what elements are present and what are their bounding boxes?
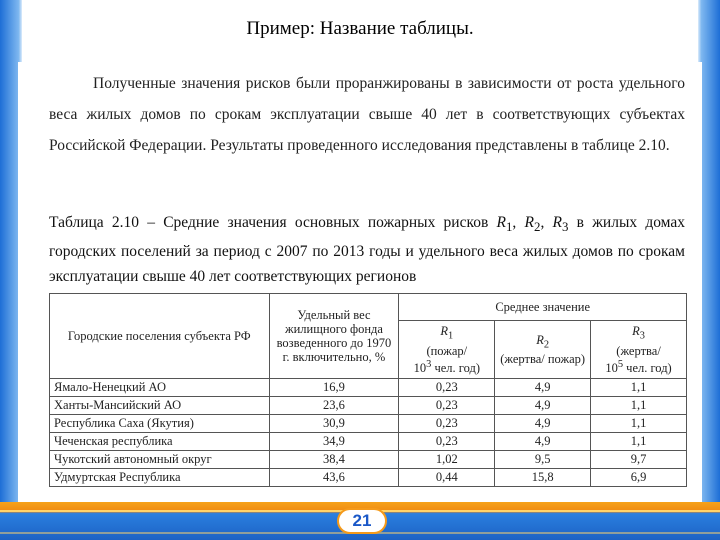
header-average: Среднее значение xyxy=(399,294,687,321)
table-row: Ханты-Мансийский АО 23,6 0,23 4,9 1,1 xyxy=(50,397,687,415)
risk-table xyxy=(49,293,687,487)
document-page xyxy=(18,62,702,502)
table-row: Ямало-Ненецкий АО 16,9 0,23 4,9 1,1 xyxy=(50,379,687,397)
page-number-badge: 21 xyxy=(337,508,387,534)
header-r3: $R_3$ (жертва/ $10^5$ чел. год) xyxy=(591,321,687,379)
table-caption: Таблица 2.10 – Средние значения основных пожарных рисков $R_1$, $R_2$, $R_3$ в жилых домах городских поселений за период с 2007 по 2013 годы и удельного веса жилых домов по срокам эксплуатации свыше 40 лет соответствующих регионов xyxy=(49,214,685,286)
header-share: Удельный вес жилищного фонда возведенного до 1970 г. включительно, % xyxy=(269,294,399,379)
header-r1: $R_1$ (пожар/ $10^3$ чел. год) xyxy=(399,321,495,379)
table-row: Республика Саха (Якутия) 30,9 0,23 4,9 1,1 xyxy=(50,415,687,433)
caption-text-b: в жилых домах городских поселений за период с 2007 по 2013 годы и удельного веса жилых домов по срокам эксплуатации свыше 40 лет соответствующих регионов xyxy=(49,214,685,286)
body-paragraph xyxy=(49,68,685,161)
table-row: Чеченская республика 34,9 0,23 4,9 1,1 xyxy=(50,433,687,451)
paragraph-text: Полученные значения рисков были проранжированы в зависимости от роста удельного веса жилых домов по срокам эксплуатации свыше 40 лет в соответствующих субъектах Российской Федерации. Результаты проведенного исследования представлены в таблице 2.10. xyxy=(49,75,685,154)
table-row: Чукотский автономный округ 38,4 1,02 9,5 9,7 xyxy=(50,451,687,469)
slide-title: Пример: Название таблицы. xyxy=(246,18,474,39)
caption-text-a: Таблица 2.10 – Средние значения основных пожарных рисков xyxy=(49,214,497,231)
header-r2: $R_2$ (жертва/ пожар) xyxy=(495,321,591,379)
header-region: Городские поселения субъекта РФ xyxy=(50,294,270,379)
slide-header xyxy=(22,0,698,62)
table-row: Удмуртская Республика 43,6 0,44 15,8 6,9 xyxy=(50,469,687,487)
